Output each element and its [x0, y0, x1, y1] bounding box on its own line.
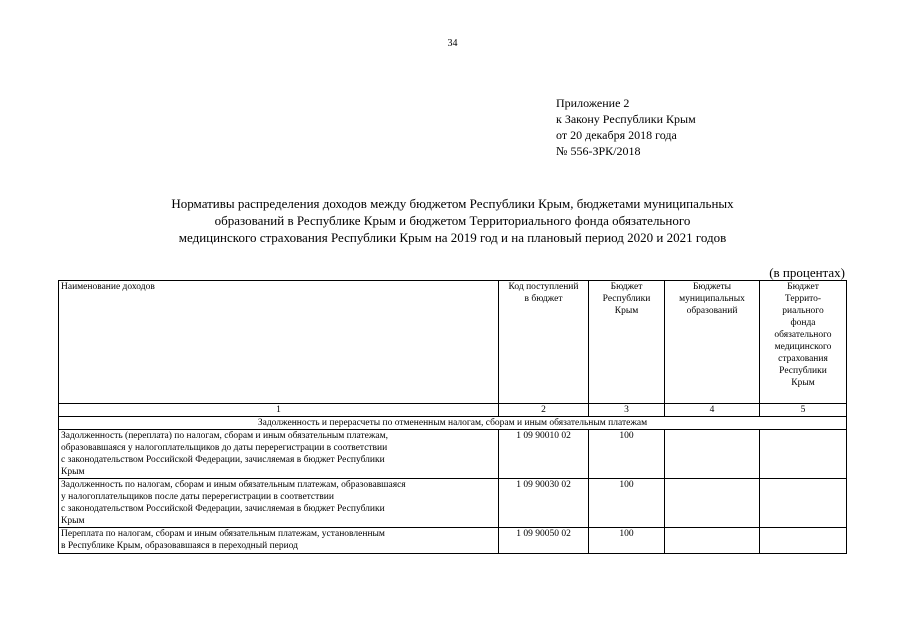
appendix-line: от 20 декабря 2018 года	[556, 128, 677, 142]
header-line: Республики	[779, 366, 827, 376]
unit-note: (в процентах)	[769, 265, 845, 280]
header-line: Бюджет	[787, 282, 819, 292]
header-fund-budget	[760, 281, 847, 404]
income-name-line: Задолженность по налогам, сборам и иным обязательным платежам, образовавшаяся	[61, 480, 406, 490]
header-line: Республики	[602, 294, 651, 304]
header-line: Бюджеты	[692, 282, 732, 292]
header-line: риального	[782, 306, 824, 316]
municipal-share	[665, 479, 760, 528]
fund-share	[760, 430, 847, 479]
section-row	[59, 417, 847, 430]
income-code: 1 09 90030 02	[499, 479, 589, 528]
income-name	[59, 430, 499, 479]
income-name-line: Крым	[61, 516, 85, 526]
income-name-line: в Республике Крым, образовавшаяся в переходный период	[61, 541, 299, 551]
municipal-share	[665, 430, 760, 479]
header-line: медицинского	[774, 342, 832, 352]
title-line: образований в Республике Крым и бюджетом Территориального фонда обязательного	[214, 213, 691, 228]
header-code	[499, 281, 589, 404]
income-name	[59, 479, 499, 528]
appendix-line: № 556-ЗРК/2018	[556, 144, 641, 158]
appendix-line: Приложение 2	[556, 96, 630, 110]
header-line: Крым	[614, 306, 639, 316]
income-name-line: с законодательством Российской Федерации, зачисляемая в бюджет Республики	[61, 455, 385, 465]
header-municipal-budgets	[665, 281, 760, 404]
income-code: 1 09 90010 02	[499, 430, 589, 479]
income-norms-table	[58, 280, 847, 554]
income-name-line: Задолженность (переплата) по налогам, сборам и иным обязательным платежам,	[61, 431, 388, 441]
income-name-line: Крым	[61, 467, 85, 477]
table-header-row	[59, 281, 847, 404]
appendix-reference	[556, 95, 696, 159]
header-line: в бюджет	[524, 294, 563, 304]
column-number: 3	[589, 404, 665, 417]
page-number: 34	[447, 38, 458, 49]
header-line: Террито-	[784, 294, 822, 304]
rk-budget-share: 100	[589, 479, 665, 528]
table-row	[59, 528, 847, 554]
header-line: обязательного	[774, 330, 832, 340]
rk-budget-share: 100	[589, 528, 665, 554]
fund-share	[760, 479, 847, 528]
municipal-share	[665, 528, 760, 554]
header-line: образований	[686, 306, 738, 316]
income-code: 1 09 90050 02	[499, 528, 589, 554]
column-number: 4	[665, 404, 760, 417]
income-name-line: у налогоплательщиков после даты перерегистрации в соответствии	[61, 492, 334, 502]
header-rk-budget	[589, 281, 665, 404]
income-name-line: с законодательством Российской Федерации, зачисляемая в бюджет Республики	[61, 504, 385, 514]
income-name	[59, 528, 499, 554]
column-number-row	[59, 404, 847, 417]
income-name-line: образовавшаяся у налогоплательщиков до даты перерегистрации в соответствии	[61, 443, 388, 453]
header-income-name: Наименование доходов	[59, 281, 499, 404]
column-number: 1	[59, 404, 499, 417]
header-line: страхования	[778, 354, 828, 364]
title-line: медицинского страхования Республики Крым на 2019 год и на плановый период 2020 и 2021 годов	[178, 230, 727, 245]
income-name-line: Переплата по налогам, сборам и иным обязательным платежам, установленным	[61, 529, 385, 539]
header-line: Крым	[791, 378, 815, 388]
appendix-line: к Закону Республики Крым	[556, 112, 696, 126]
header-line: Код поступлений	[508, 282, 579, 292]
title-line: Нормативы распределения доходов между бюджетом Республики Крым, бюджетами муниципальных	[171, 196, 734, 211]
table-row	[59, 479, 847, 528]
column-number: 5	[760, 404, 847, 417]
table-row	[59, 430, 847, 479]
rk-budget-share: 100	[589, 430, 665, 479]
header-line: муниципальных	[679, 294, 745, 304]
header-line: Бюджет	[610, 282, 643, 292]
header-line: фонда	[790, 318, 816, 328]
column-number: 2	[499, 404, 589, 417]
fund-share	[760, 528, 847, 554]
document-title	[80, 195, 825, 246]
section-title: Задолженность и перерасчеты по отмененным налогам, сборам и иным обязательным платежам	[59, 417, 847, 430]
